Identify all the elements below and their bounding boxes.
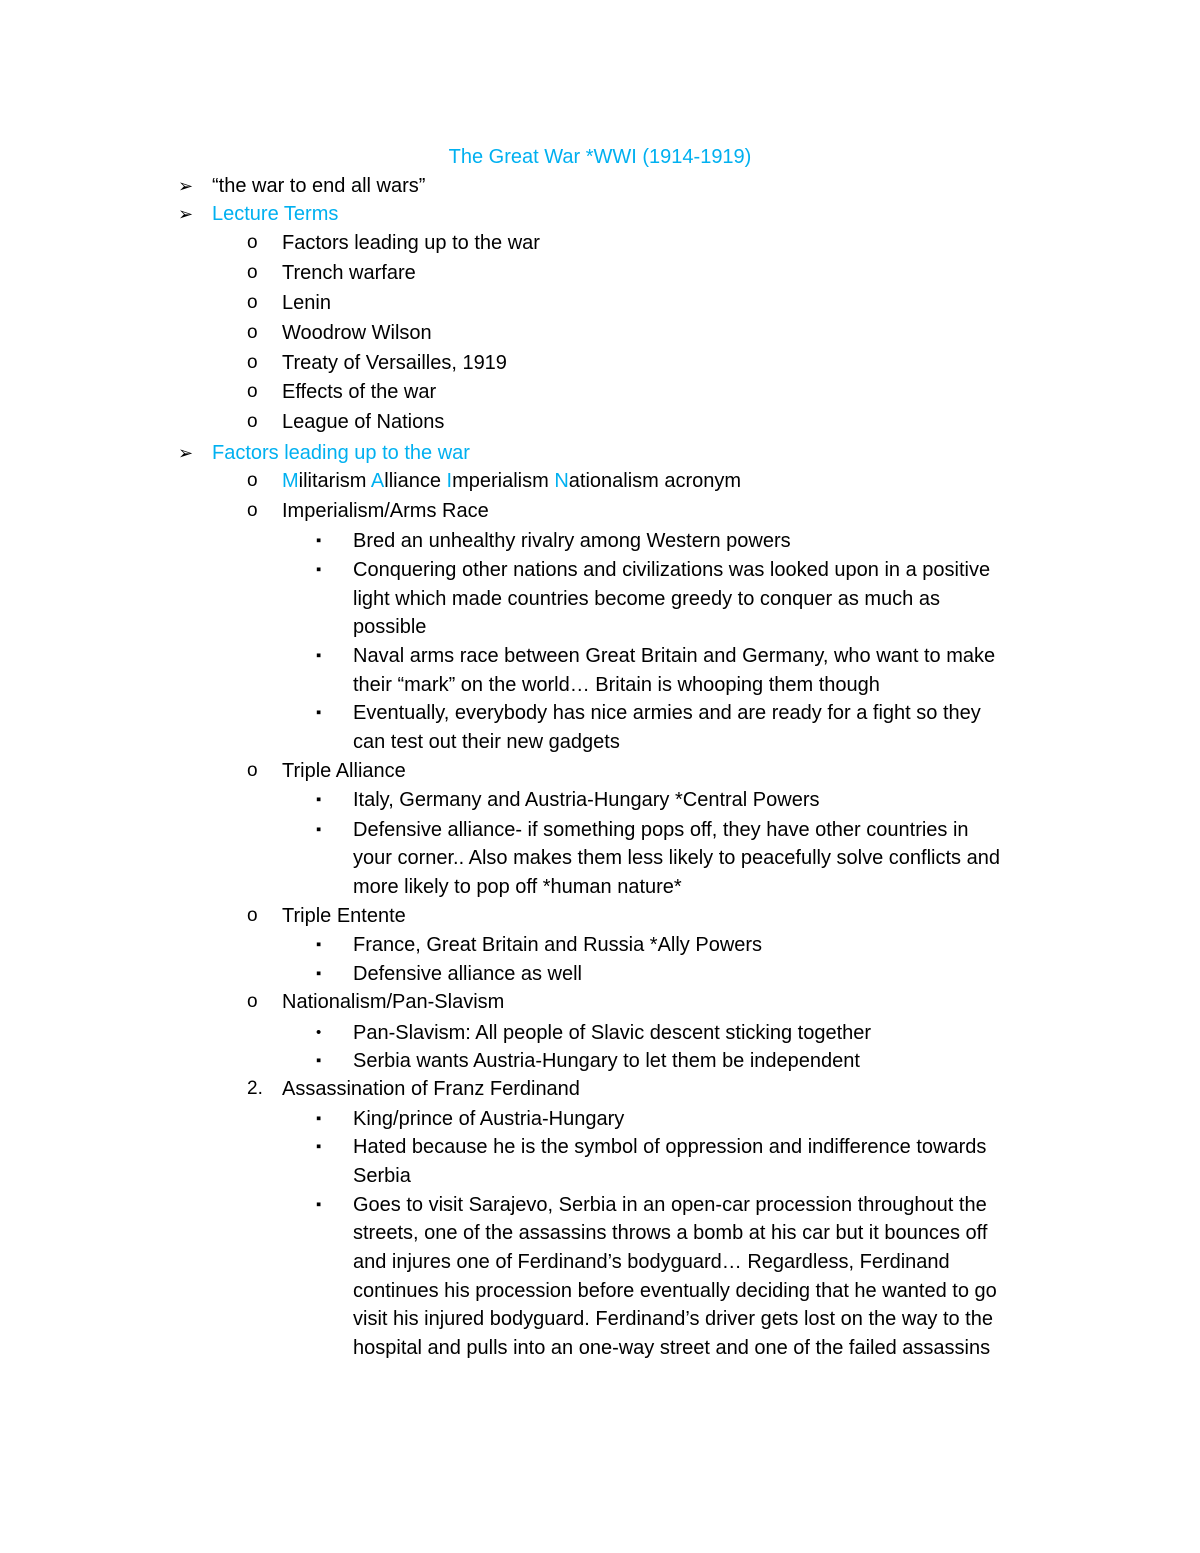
arrow-bullet-icon: ➢ xyxy=(178,204,194,224)
acronym-letter: A xyxy=(370,470,385,492)
square-bullet-icon: ▪ xyxy=(316,1052,322,1069)
list-item-text: Italy, Germany and Austria-Hungary *Central Powers xyxy=(353,789,820,811)
list-item-text: and injures one of Ferdinand’s bodyguard… Regardless, Ferdinand xyxy=(353,1251,950,1273)
acronym-word: ationalism acronym xyxy=(568,470,742,492)
list-item-text: King/prince of Austria-Hungary xyxy=(353,1108,625,1130)
section-heading: Factors leading up to the war xyxy=(212,442,470,464)
list-item-text: possible xyxy=(353,616,427,638)
list-item-text: Pan-Slavism: All people of Slavic descent sticking together xyxy=(353,1022,872,1044)
section-heading: Lecture Terms xyxy=(212,203,339,225)
square-bullet-icon: ▪ xyxy=(316,704,322,721)
list-item-text: Factors leading up to the war xyxy=(282,232,540,254)
list-item-text: Naval arms race between Great Britain and Germany, who want to make xyxy=(353,645,996,667)
list-item-text: Imperialism/Arms Race xyxy=(282,500,489,522)
circle-bullet-icon: o xyxy=(247,991,258,1012)
list-item-text: “the war to end all wars” xyxy=(212,175,426,197)
acronym-word: mperialism xyxy=(452,470,555,492)
page-title: The Great War *WWI (1914-1919) xyxy=(448,146,752,168)
list-item-text: Woodrow Wilson xyxy=(282,322,432,344)
circle-bullet-icon: o xyxy=(247,760,258,781)
arrow-bullet-icon: ➢ xyxy=(178,176,194,196)
list-item-text: Treaty of Versailles, 1919 xyxy=(282,352,507,374)
list-item-text: Triple Entente xyxy=(282,905,406,927)
list-item-text: your corner.. Also makes them less likely to peacefully solve conflicts and xyxy=(353,847,1000,869)
list-item-text: Bred an unhealthy rivalry among Western powers xyxy=(353,530,791,552)
list-item-text: Conquering other nations and civilizations was looked upon in a positive xyxy=(353,559,991,581)
acronym-word: lliance xyxy=(384,470,447,492)
circle-bullet-icon: o xyxy=(247,470,258,491)
circle-bullet-icon: o xyxy=(247,352,258,373)
list-item-text: hospital and pulls into an one-way street and one of the failed assassins xyxy=(353,1337,991,1359)
list-item-text: Eventually, everybody has nice armies and are ready for a fight so they xyxy=(353,702,981,724)
list-item-text: Defensive alliance as well xyxy=(353,963,583,985)
list-item-text: League of Nations xyxy=(282,411,445,433)
square-bullet-icon: ▪ xyxy=(316,791,322,808)
list-number: 2. xyxy=(247,1078,263,1099)
circle-bullet-icon: o xyxy=(247,322,258,343)
circle-bullet-icon: o xyxy=(247,905,258,926)
list-item-text: streets, one of the assassins throws a bomb at his car but it bounces off xyxy=(353,1222,988,1244)
list-item-text: light which made countries become greedy to conquer as much as xyxy=(353,588,940,610)
list-item-text: their “mark” on the world… Britain is whooping them though xyxy=(353,674,880,696)
arrow-bullet-icon: ➢ xyxy=(178,443,194,463)
square-bullet-icon: ▪ xyxy=(316,1138,322,1155)
list-item-text: Effects of the war xyxy=(282,381,437,403)
square-bullet-icon: ▪ xyxy=(316,936,322,953)
list-item-text: continues his procession before eventually deciding that he wanted to go xyxy=(353,1280,997,1302)
list-item-text: Serbia xyxy=(353,1165,411,1187)
list-item-text: Trench warfare xyxy=(282,262,416,284)
list-item-text: Nationalism/Pan-Slavism xyxy=(282,991,505,1013)
list-item-text: Hated because he is the symbol of oppression and indifference towards xyxy=(353,1136,987,1158)
circle-bullet-icon: o xyxy=(247,292,258,313)
list-item-text: more likely to pop off *human nature* xyxy=(353,876,682,898)
dot-bullet-icon: • xyxy=(316,1024,322,1041)
circle-bullet-icon: o xyxy=(247,500,258,521)
square-bullet-icon: ▪ xyxy=(316,821,322,838)
square-bullet-icon: ▪ xyxy=(316,647,322,664)
list-item-text: Serbia wants Austria-Hungary to let them be independent xyxy=(353,1050,860,1072)
list-item-text: visit his injured bodyguard. Ferdinand’s driver gets lost on the way to the xyxy=(353,1308,993,1330)
acronym-letter: N xyxy=(554,470,569,492)
circle-bullet-icon: o xyxy=(247,232,258,253)
square-bullet-icon: ▪ xyxy=(316,1196,322,1213)
acronym-line xyxy=(282,467,741,495)
list-item-text: can test out their new gadgets xyxy=(353,731,620,753)
circle-bullet-icon: o xyxy=(247,411,258,432)
list-item-text: Lenin xyxy=(282,292,331,314)
list-item-text: France, Great Britain and Russia *Ally Powers xyxy=(353,934,763,956)
square-bullet-icon: ▪ xyxy=(316,965,322,982)
circle-bullet-icon: o xyxy=(247,381,258,402)
acronym-letter: M xyxy=(282,470,299,492)
list-item-text: Defensive alliance- if something pops off, they have other countries in xyxy=(353,819,969,841)
list-item-text: Triple Alliance xyxy=(282,760,406,782)
acronym-letter: I xyxy=(446,470,453,492)
list-item-text: Goes to visit Sarajevo, Serbia in an open-car procession throughout the xyxy=(353,1194,987,1216)
list-item-text: Assassination of Franz Ferdinand xyxy=(282,1078,580,1100)
square-bullet-icon: ▪ xyxy=(316,561,322,578)
acronym-word: ilitarism xyxy=(298,470,371,492)
circle-bullet-icon: o xyxy=(247,262,258,283)
square-bullet-icon: ▪ xyxy=(316,1110,322,1127)
square-bullet-icon: ▪ xyxy=(316,532,322,549)
